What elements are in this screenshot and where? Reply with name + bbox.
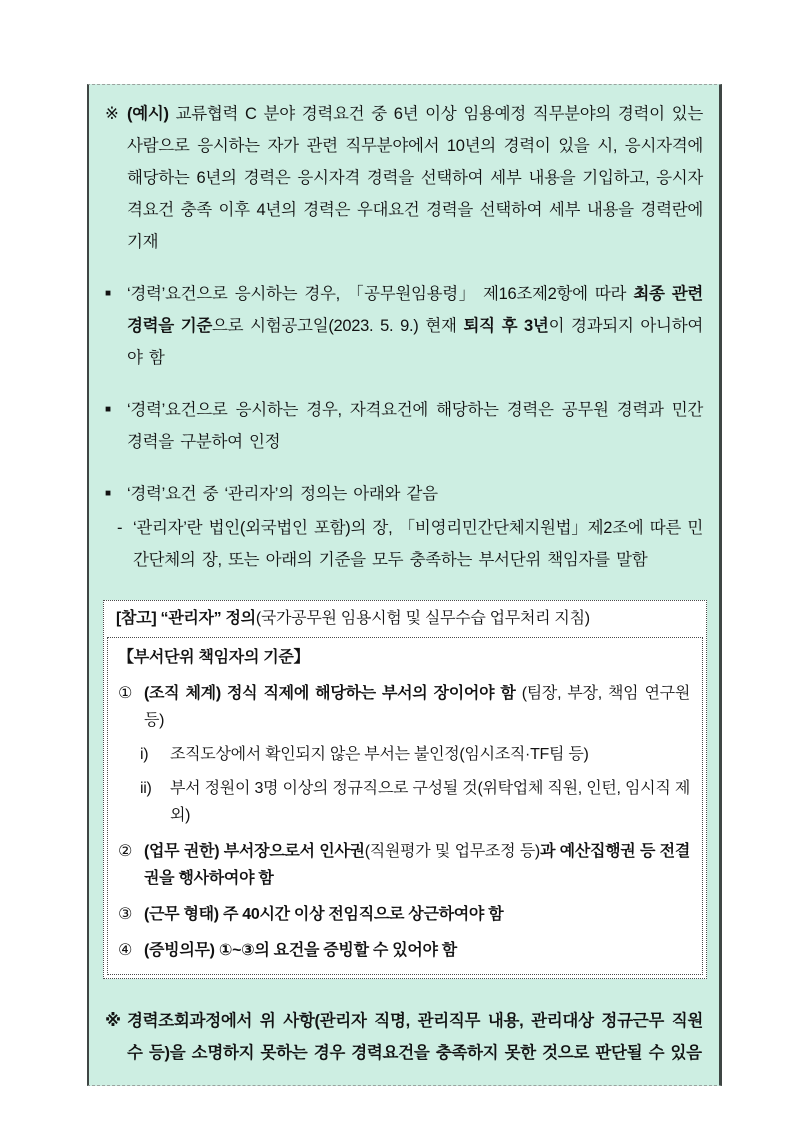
- circled-4-icon: ④: [118, 942, 133, 959]
- criteria-box: [107, 637, 703, 975]
- manager-definition-detail: [117, 512, 703, 576]
- text-segment: (조직 체계) 정식 직제에 해당하는 부서의 장이어야 함: [144, 685, 522, 702]
- text-segment: 과 예산집행권 등 전결권을 행사하여야 함: [144, 843, 690, 887]
- roman-i-marker: i): [140, 746, 149, 763]
- text-segment: (예시): [127, 105, 176, 123]
- text-segment: (근무 형태) 주 40시간 이상 전임직으로 상근하여야 함: [144, 906, 504, 923]
- square-bullet-icon: ■: [105, 288, 111, 299]
- bullet-career-deadline: [105, 278, 703, 374]
- reference-mark: ※: [105, 1012, 121, 1030]
- text-segment: 조직도상에서 확인되지 않은 부서는 불인정(임시조직·TF팀 등): [170, 746, 589, 763]
- circled-2-icon: ②: [118, 843, 133, 860]
- text-segment: ‘경력’요건 중 ‘관리자’의 정의는 아래와 같음: [127, 485, 438, 503]
- text-segment: 최종 관련경력을 기준: [127, 285, 703, 335]
- text-segment: (업무 권한) 부서장으로서 인사권: [144, 843, 365, 860]
- text-segment: 이 경과되지 아니하여야 함: [127, 317, 703, 367]
- manager-definition-detail-text: [133, 512, 703, 576]
- text-segment: (직원평가 및 업무조정 등): [364, 843, 540, 860]
- criteria-subitem-headcount: [140, 775, 690, 829]
- criteria-item-proof-text: [144, 937, 690, 964]
- criteria-subitem-headcount-text: [170, 775, 690, 829]
- criteria-item-worktype-text: [144, 901, 690, 928]
- criteria-item-proof: [118, 937, 690, 964]
- text-segment: (팀장, 부장, 책임 연구원 등): [144, 685, 690, 729]
- reference-mark: ※: [105, 105, 119, 123]
- text-segment: 경력조회과정에서 위 사항(관리자 직명, 관리직무 내용, 관리대상 정규근무 직원수 등)을 소명하지 못하는 경우 경력요건을 충족하지 못한 것으로 판단될 수 있음: [127, 1012, 703, 1062]
- criteria-item-authority: [118, 838, 690, 892]
- circled-3-icon: ③: [118, 906, 133, 923]
- text-segment: ‘경력’요건으로 응시하는 경우, 「공무원임용령」 제16조제2항에 따라: [127, 285, 634, 303]
- square-bullet-icon: ■: [105, 488, 111, 499]
- bullet-career-distinction: [105, 394, 703, 458]
- text-segment: (국가공무원 임용시험 및 실무수습 업무처리 지침): [255, 610, 590, 627]
- square-bullet-icon: ■: [105, 404, 111, 415]
- criteria-item-worktype: [118, 901, 690, 928]
- text-segment: 으로 시험공고일(2023. 5. 9.) 현재: [212, 317, 464, 335]
- notice-box: [87, 84, 722, 1086]
- criteria-item-authority-text: [144, 838, 690, 892]
- criteria-item-organization: [118, 680, 690, 734]
- warning-note: [105, 1005, 703, 1069]
- text-segment: 퇴직 후 3년: [463, 317, 549, 335]
- bullet-manager-definition: [105, 478, 703, 510]
- circled-1-icon: ①: [118, 685, 133, 702]
- bullet-career-deadline-text: [127, 278, 703, 374]
- dash-bullet-icon: -: [117, 519, 123, 537]
- text-segment: 교류협력 C 분야 경력요건 중 6년 이상 임용예정 직무분야의 경력이 있는 사람으로 응시하는 자가 관련 직무분야에서 10년의 경력이 있을 시, 응시자격에 해당하는 6년의 경력은 응시자격 경력을 선택하여 세부 내용을 기입하고, 응시자격요건 충족 이후 4년의 경력은 우대요건 경력을 선택하여 세부 내용을 경력란에 기재: [127, 105, 703, 251]
- criteria-heading: 【부서단위 책임자의 기준】: [118, 649, 310, 666]
- text-segment: 부서 정원이 3명 이상의 정규직으로 구성될 것(위탁업체 직원, 인턴, 임시직 제외): [170, 780, 690, 824]
- example-note-text: [127, 98, 703, 258]
- criteria-subitem-org-chart-text: [170, 741, 690, 768]
- bullet-career-distinction-text: [127, 394, 703, 458]
- reference-box-title: [104, 601, 706, 637]
- reference-box: [103, 600, 707, 979]
- text-segment: ‘관리자’란 법인(외국법인 포함)의 장, 「비영리민간단체지원법」제2조에 따른 민간단체의 장, 또는 아래의 기준을 모두 충족하는 부서단위 책임자를 말함: [133, 519, 703, 569]
- text-segment: [참고] “관리자” 정의: [116, 610, 256, 627]
- warning-note-text: [127, 1005, 703, 1069]
- bullet-manager-definition-text: [127, 478, 703, 510]
- criteria-subitem-org-chart: [140, 741, 690, 768]
- text-segment: (증빙의무) ①~③의 요건을 증빙할 수 있어야 함: [144, 942, 457, 959]
- text-segment: ‘경력’요건으로 응시하는 경우, 자격요건에 해당하는 경력은 공무원 경력과 민간경력을 구분하여 인정: [127, 401, 703, 451]
- example-note: [105, 98, 703, 258]
- roman-ii-marker: ii): [140, 780, 152, 797]
- criteria-item-organization-text: [144, 680, 690, 734]
